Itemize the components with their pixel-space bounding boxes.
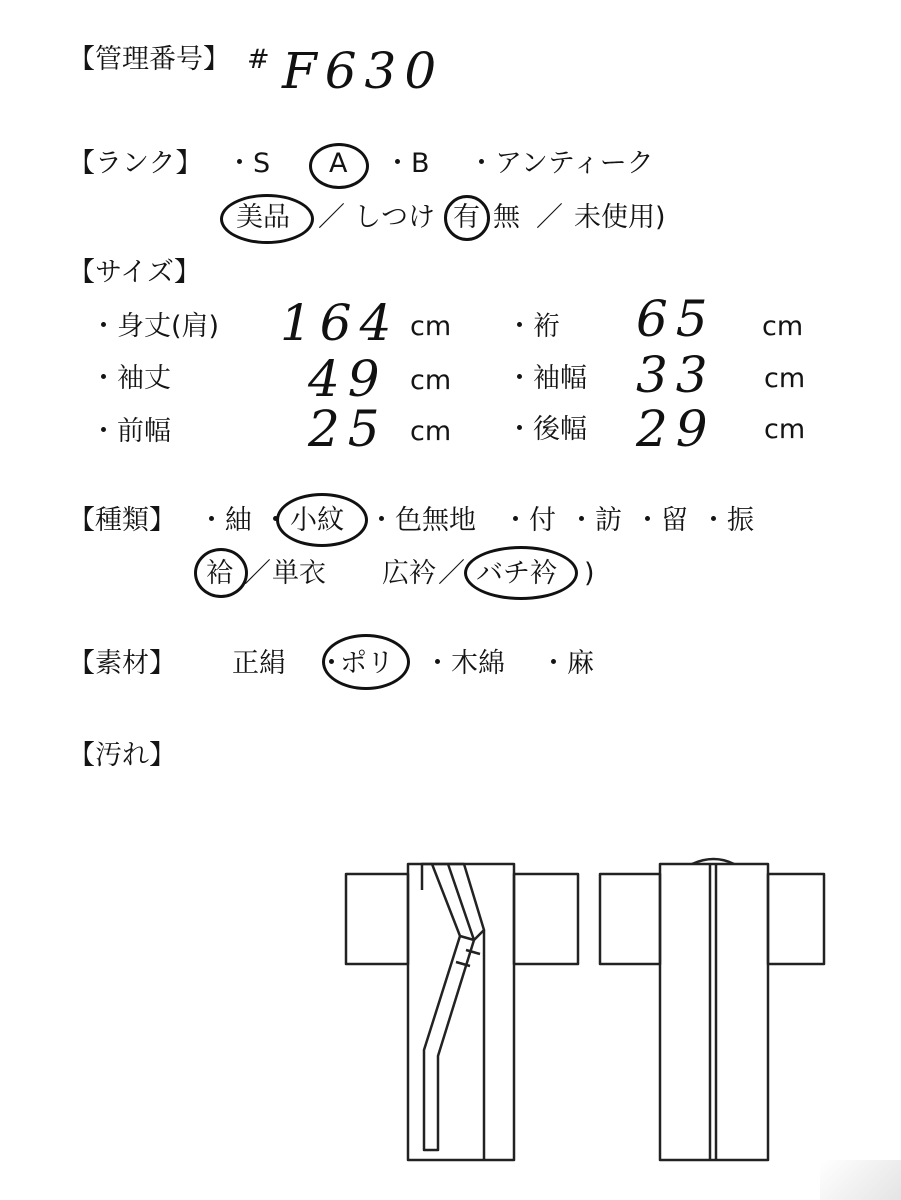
stain-label: 【汚れ】 bbox=[68, 740, 176, 771]
material-option-hemp: ・麻 bbox=[540, 648, 594, 679]
size-row2-right-label: ・袖幅 bbox=[506, 363, 587, 394]
size-row2-right-unit: cm bbox=[764, 363, 806, 394]
kind-label: 【種類】 bbox=[68, 505, 176, 536]
lining-hitoe: 単衣 bbox=[272, 558, 326, 589]
kind-option-tsuke: ・付 bbox=[502, 505, 556, 536]
rank-label: 【ランク】 bbox=[68, 148, 203, 179]
size-row1-left-unit: cm bbox=[410, 311, 452, 342]
rank-option-s: ・S bbox=[226, 148, 271, 179]
kind-option-tsumugi: ・紬 bbox=[198, 505, 252, 536]
collar-bachi: バチ衿 bbox=[476, 558, 557, 589]
size-row3-left-value: 25 bbox=[308, 400, 388, 458]
rank-option-a: A bbox=[329, 148, 348, 179]
management-label: 【管理番号】 bbox=[68, 44, 230, 75]
size-row1-right-unit: cm bbox=[762, 311, 804, 342]
kind-option-dot: ・ bbox=[262, 505, 289, 536]
kind-option-furi: ・振 bbox=[700, 505, 754, 536]
size-row1-left-label: ・身丈(肩) bbox=[90, 311, 220, 342]
size-label: 【サイズ】 bbox=[68, 257, 201, 288]
management-hash: # bbox=[247, 44, 270, 75]
size-row3-right-label: ・後幅 bbox=[506, 414, 587, 445]
condition-unused: 未使用) bbox=[574, 202, 666, 233]
material-option-poly: ポリ bbox=[340, 648, 394, 679]
size-row3-right-value: 29 bbox=[636, 400, 716, 458]
collar-wide: 広衿 bbox=[382, 558, 436, 589]
kimono-front-diagram bbox=[346, 864, 578, 1160]
photo-edge-shadow bbox=[820, 1160, 901, 1200]
size-row1-right-value: 65 bbox=[636, 290, 716, 348]
lining-close-paren: ) bbox=[584, 558, 595, 589]
size-row1-right-label: ・裄 bbox=[506, 311, 560, 342]
size-row2-left-unit: cm bbox=[410, 365, 452, 396]
condition-sep1: ／ bbox=[318, 202, 345, 233]
material-label: 【素材】 bbox=[68, 648, 176, 679]
kimono-outline-diagrams bbox=[340, 850, 830, 1170]
size-row2-right-value: 33 bbox=[636, 346, 716, 404]
kind-option-tome: ・留 bbox=[634, 505, 688, 536]
condition-basting: しつけ bbox=[354, 202, 435, 233]
material-option-silk: 正絹 bbox=[232, 648, 286, 679]
size-row3-left-unit: cm bbox=[410, 416, 452, 447]
kind-option-homon: ・訪 bbox=[568, 505, 622, 536]
kind-option-komon: 小紋 bbox=[290, 505, 344, 536]
material-option-cotton: ・木綿 bbox=[424, 648, 505, 679]
condition-sep2: ／ bbox=[536, 202, 563, 233]
size-row1-left-value: 164 bbox=[280, 294, 400, 352]
rank-option-b: ・B bbox=[384, 148, 430, 179]
management-number: F630 bbox=[282, 42, 445, 100]
kimono-back-diagram bbox=[600, 859, 824, 1160]
kind-option-iromuji: ・色無地 bbox=[368, 505, 476, 536]
material-option-dot: ・ bbox=[318, 648, 345, 679]
lining-sep: ／ bbox=[244, 558, 271, 589]
size-row2-left-value: 49 bbox=[308, 350, 388, 408]
condition-yes: 有 bbox=[453, 202, 480, 233]
condition-no: 無 bbox=[493, 202, 520, 233]
collar-sep: ／ bbox=[438, 558, 465, 589]
size-row3-left-label: ・前幅 bbox=[90, 416, 171, 447]
condition-pristine: 美品 bbox=[236, 202, 290, 233]
size-row3-right-unit: cm bbox=[764, 414, 806, 445]
rank-option-antique: ・アンティーク bbox=[468, 148, 654, 179]
size-row2-left-label: ・袖丈 bbox=[90, 363, 171, 394]
lining-awase: 袷 bbox=[206, 558, 233, 589]
